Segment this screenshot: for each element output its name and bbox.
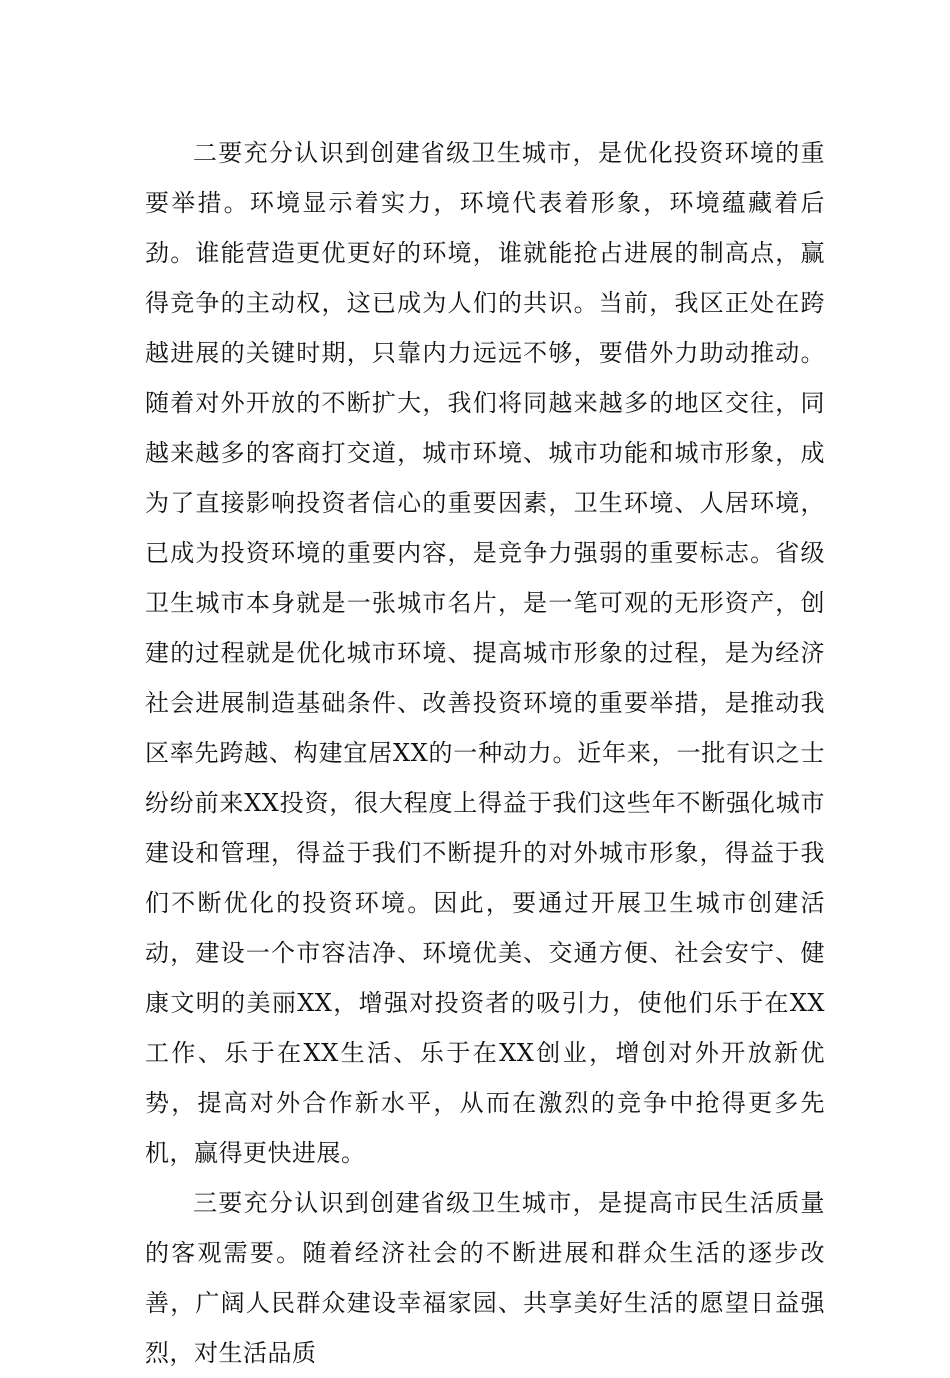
paragraph-1: 二要充分认识到创建省级卫生城市，是优化投资环境的重要举措。环境显示着实力，环境代表着形象，环境蕴藏着后劲。谁能营造更优更好的环境，谁就能抢占进展的制高点，赢得竞争的主动权，这已成为人们的共识。当前，我区正处在跨越进展的关键时期，只靠内力远远不够，要借外力助动推动。随着对外开放的不断扩大，我们将同越来越多的地区交往，同越来越多的客商打交道，城市环境、城市功能和城市形象，成为了直接影响投资者信心的重要因素，卫生环境、人居环境，已成为投资环境的重要内容，是竞争力强弱的重要标志。省级卫生城市本身就是一张城市名片，是一笔可观的无形资产，创建的过程就是优化城市环境、提高城市形象的过程，是为经济社会进展制造基础条件、改善投资环境的重要举措，是推动我区率先跨越、构建宜居XX的一种动力。近年来，一批有识之士纷纷前来XX投资，很大程度上得益于我们这些年不断强化城市建设和管理，得益于我们不断提升的对外城市形象，得益于我们不断优化的投资环境。因此，要通过开展卫生城市创建活动，建设一个市容洁净、环境优美、交通方便、社会安宁、健康文明的美丽XX，增强对投资者的吸引力，使他们乐于在XX工作、乐于在XX生活、乐于在XX创业，增创对外开放新优势，提高对外合作新水平，从而在激烈的竞争中抢得更多先机，赢得更快进展。 bbox=[145, 139, 825, 1167]
document-body bbox=[145, 128, 825, 1378]
paragraph-2: 三要充分认识到创建省级卫生城市，是提高市民生活质量的客观需要。随着经济社会的不断进展和群众生活的逐步改善，广阔人民群众建设幸福家园、共享美好生活的愿望日益强烈，对生活品质 bbox=[145, 1189, 825, 1367]
